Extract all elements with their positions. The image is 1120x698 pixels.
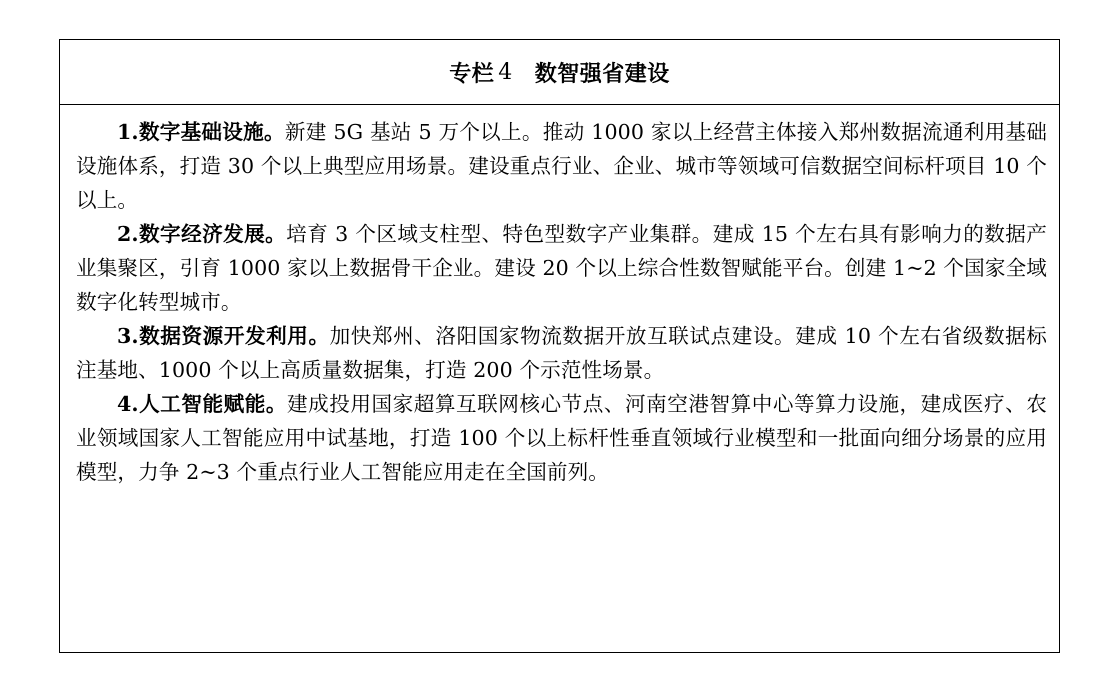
section-heading: 4.人工智能赋能。: [117, 392, 287, 416]
section-text: 培育 3 个区域支柱型、特色型数字产业集群。建成 15 个左右具有影响力的数据产业集聚区，引育 1000 家以上数据骨干企业。建设 20 个以上综合性数智赋能平台。创建 1~2 个国家全域数字化转型城市。: [76, 222, 1047, 314]
section-data-resources: [76, 319, 1047, 387]
section-heading: 1.数字基础设施。: [117, 120, 285, 144]
section-digital-infrastructure: [76, 115, 1047, 217]
section-text: 新建 5G 基站 5 万个以上。推动 1000 家以上经营主体接入郑州数据流通利用基础设施体系，打造 30 个以上典型应用场景。建设重点行业、企业、城市等领域可信数据空间标杆项目 10 个以上。: [76, 120, 1047, 212]
section-heading: 2.数字经济发展。: [117, 222, 287, 246]
column-title-number: 4: [498, 59, 513, 85]
column-title-prefix: 专栏: [449, 61, 495, 87]
column-body: [60, 105, 1059, 489]
section-digital-economy: [76, 217, 1047, 319]
section-text: 建成投用国家超算互联网核心节点、河南空港智算中心等算力设施，建成医疗、农业领域国家人工智能应用中试基地，打造 100 个以上标杆性垂直领域行业模型和一批面向细分场景的应用模型，力争 2~3 个重点行业人工智能应用走在全国前列。: [76, 392, 1047, 484]
column-title: [60, 40, 1059, 105]
column-box: [59, 39, 1060, 653]
section-heading: 3.数据资源开发利用。: [117, 324, 330, 348]
section-ai-empowerment: [76, 387, 1047, 489]
column-title-text: 数智强省建设: [534, 61, 670, 87]
section-text: 加快郑州、洛阳国家物流数据开放互联试点建设。建成 10 个左右省级数据标注基地、1000 个以上高质量数据集，打造 200 个示范性场景。: [76, 324, 1047, 382]
